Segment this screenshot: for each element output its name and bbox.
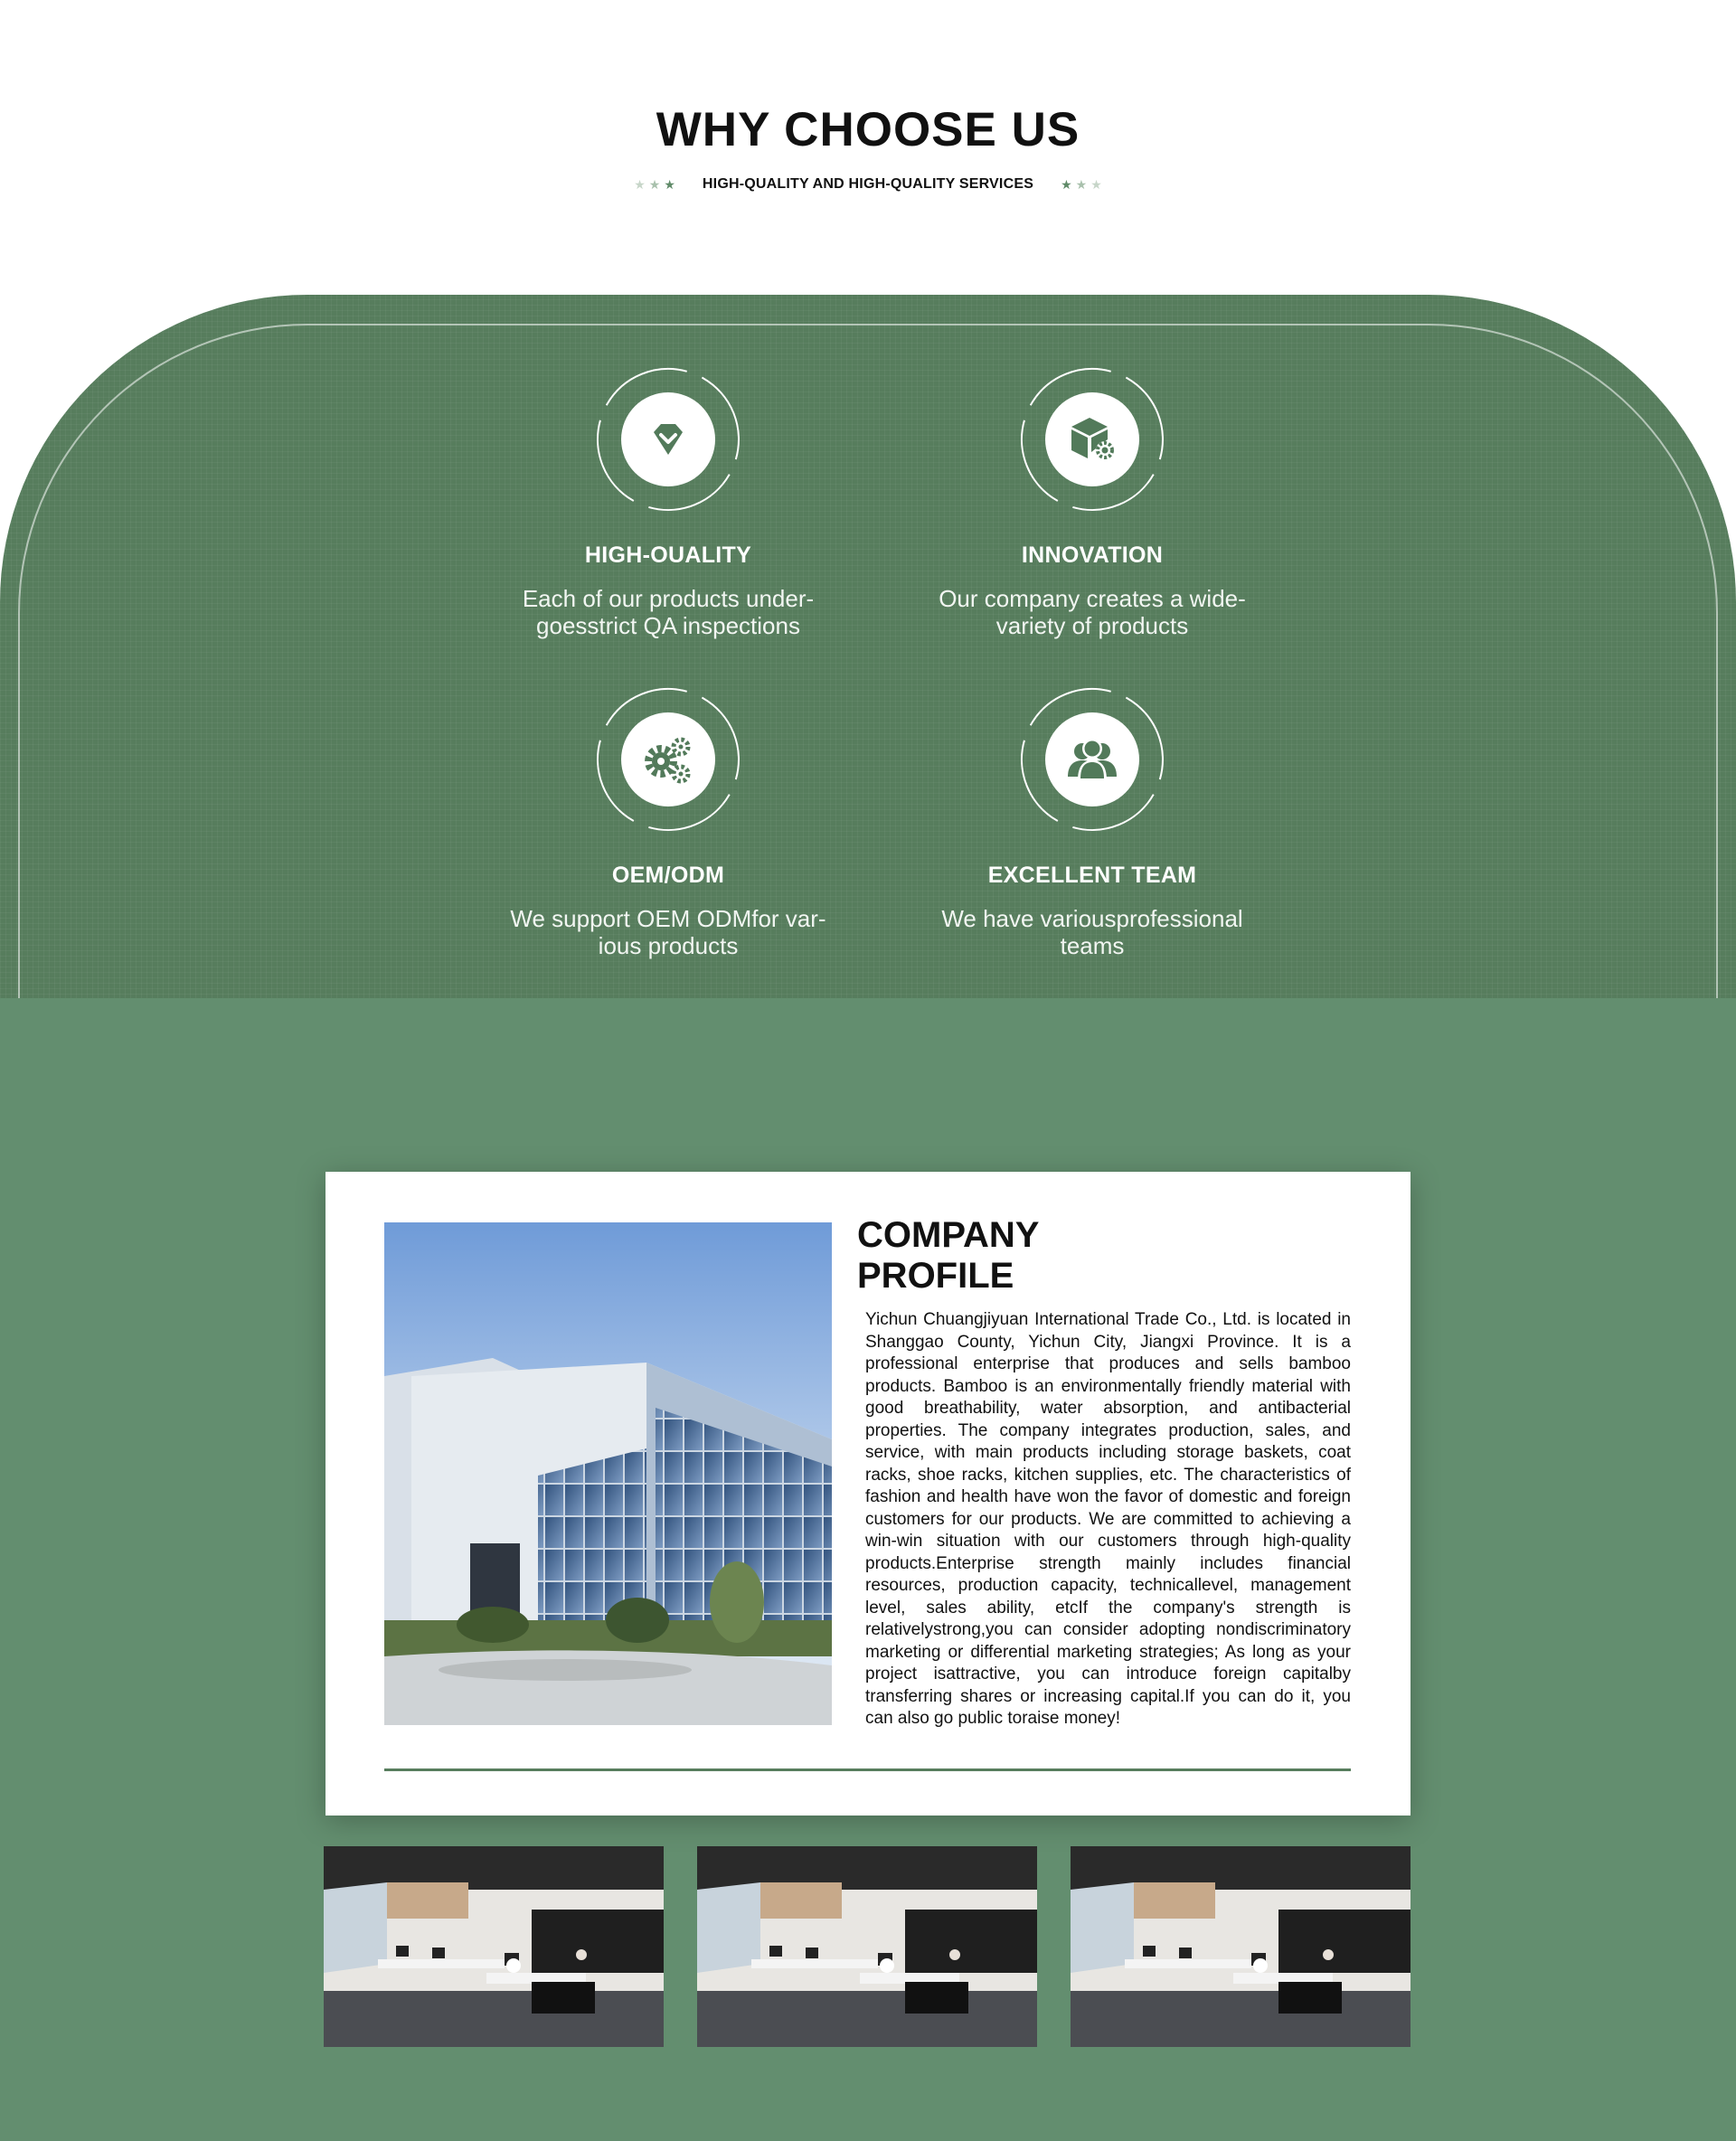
company-profile-title bbox=[857, 1215, 1128, 1297]
section-subtitle: HIGH-QUALITY AND HIGH-QUALITY SERVICES bbox=[702, 176, 1034, 192]
company-profile-card bbox=[326, 1172, 1410, 1816]
feature-description bbox=[505, 585, 831, 639]
gears-icon bbox=[639, 731, 697, 788]
feature-description-line: teams bbox=[1060, 932, 1125, 959]
feature-innovation bbox=[929, 367, 1255, 639]
left-stars-icon: ★ ★ ★ bbox=[634, 177, 675, 192]
feature-description bbox=[505, 905, 831, 959]
feature-excellent-team bbox=[929, 687, 1255, 959]
section-title: WHY CHOOSE US bbox=[656, 103, 1080, 156]
right-stars-icon: ★ ★ ★ bbox=[1061, 177, 1102, 192]
arch-outline bbox=[18, 324, 1718, 1002]
feature-title: OEM/ODM bbox=[611, 863, 725, 888]
subtitle-row bbox=[0, 174, 1736, 195]
office-photo bbox=[324, 1846, 664, 2047]
feature-description-line: Our company creates a wide- bbox=[939, 585, 1246, 612]
title-line: COMPANY bbox=[857, 1215, 1040, 1255]
team-icon bbox=[1064, 731, 1120, 788]
company-section bbox=[0, 998, 1736, 2141]
feature-description-line: We have variousprofessional bbox=[941, 905, 1243, 932]
feature-title: INNOVATION bbox=[1021, 542, 1164, 568]
feature-description-line: goesstrict QA inspections bbox=[536, 612, 800, 639]
section-header bbox=[0, 0, 1736, 235]
company-building-photo bbox=[384, 1222, 832, 1725]
feature-title: EXCELLENT TEAM bbox=[987, 863, 1197, 888]
title-line: PROFILE bbox=[857, 1256, 1014, 1296]
feature-description-line: Each of our products under- bbox=[522, 585, 815, 612]
diamond-icon bbox=[643, 414, 693, 465]
feature-high-quality bbox=[505, 367, 831, 639]
feature-description-line: ious products bbox=[598, 932, 739, 959]
feature-description-line: variety of products bbox=[995, 612, 1189, 639]
feature-oem-odm bbox=[505, 687, 831, 959]
feature-description bbox=[929, 905, 1255, 959]
feature-description-line: We support OEM ODMfor var- bbox=[510, 905, 826, 932]
office-photo bbox=[697, 1846, 1037, 2047]
office-photo bbox=[1071, 1846, 1410, 2047]
features-panel bbox=[0, 295, 1736, 1000]
feature-description bbox=[929, 585, 1255, 639]
box-gear-icon bbox=[1064, 411, 1120, 467]
divider-line bbox=[384, 1768, 1351, 1771]
feature-title: HIGH-OUALITY bbox=[584, 542, 752, 568]
company-profile-text: Yichun Chuangjiyuan International Trade Co., Ltd. is located in Shanggao County, Yichun City, Jiangxi Province. It is a professional enterprise that produces and sells bamboo products. Bamboo is an environmentally friendly material with good breathability, water absorption, and antibacterial properties. The company integrates production, sales, and service, with main products including storage baskets, coat racks, shoe racks, kitchen supplies, etc. The characteristics of fashion and health have won the favor of domestic and foreign customers for our products. We are committed to achieving a win-win situation with our customers through high-quality products.Enterprise strength mainly includes financial resources, production capacity, technicallevel, management level, sales ability, etcIf the company's strength is relativelystrong,you can consider adopting nondiscriminatory marketing or differential marketing strategies; As long as your project isattractive, you can introduce foreign capitalby transferring shares or increasing capital.If you can do it, you can also go public toraise money! bbox=[865, 1310, 1351, 1728]
